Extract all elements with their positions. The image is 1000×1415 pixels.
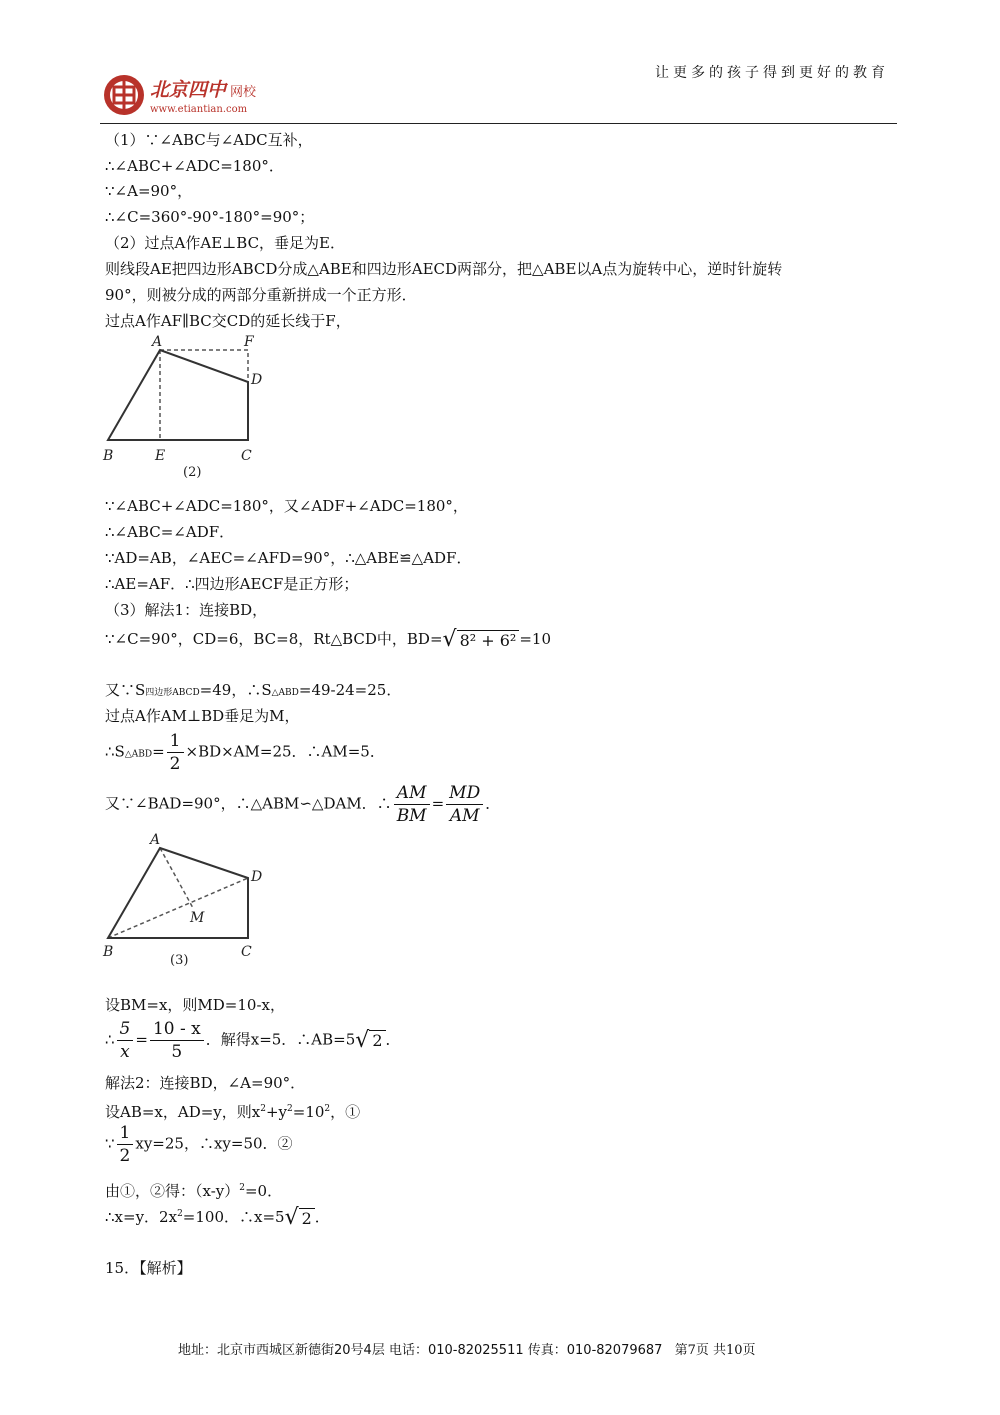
header-slogan: 让更多的孩子得到更好的教育 bbox=[655, 65, 889, 81]
figure-3 bbox=[98, 828, 278, 977]
footer bbox=[178, 1339, 756, 1358]
text-line: ∵AD=AB，∠AEC=∠AFD=90°，∴△ABE≌△ADF． bbox=[105, 549, 472, 567]
fraction: $\frac{5}{x}$ bbox=[117, 1018, 134, 1063]
fig2-label-d: D bbox=[251, 372, 263, 388]
text-line: 由①，②得：$(x-y)^2=0$． bbox=[105, 1182, 283, 1200]
fig3-label-a: A bbox=[150, 832, 161, 848]
text-line: 过点A作AF∥BC交CD的延长线于F， bbox=[105, 312, 351, 330]
text-line: ∴∠ABC+∠ADC=180°． bbox=[105, 157, 284, 175]
text-line: ∴∠C=360°-90°-180°=90°； bbox=[105, 208, 315, 226]
fig2-label-a: A bbox=[152, 334, 163, 350]
fraction: $\frac{AM}{BM}$ bbox=[394, 782, 430, 827]
header-divider bbox=[100, 123, 897, 124]
fraction: $\frac{10 - x}{5}$ bbox=[150, 1018, 204, 1063]
text-line: ∵∠C=90°，CD=6，BC=8，Rt△BCD中，BD=√ 8² + 6² =10 bbox=[105, 627, 551, 652]
text-line: （2）过点A作AE⊥BC，垂足为E． bbox=[105, 234, 345, 252]
logo bbox=[102, 72, 302, 118]
fig2-label-b: B bbox=[103, 448, 114, 464]
section-heading: 15．【解析】 bbox=[105, 1259, 192, 1277]
text-line: （3）解法1：连接BD， bbox=[105, 601, 268, 619]
figure-2 bbox=[98, 330, 278, 489]
text-line: ∴S△ABD= $\frac{1}{2}$ ×BD×AM=25．∴AM=5． bbox=[105, 731, 385, 774]
fig3-label-d: D bbox=[251, 869, 263, 885]
text-line: 又∵S四边形ABCD=49，∴S△ABD=49-24=25． bbox=[105, 681, 402, 699]
fig3-label-b: B bbox=[103, 944, 114, 960]
logo-title: 北京四中 bbox=[150, 79, 227, 101]
text-line: 设BM=x，则MD=10-x， bbox=[105, 996, 285, 1014]
text-line: ∴AE=AF．∴四边形AECF是正方形； bbox=[105, 575, 359, 593]
text-line: （1）∵∠ABC与∠ADC互补， bbox=[105, 131, 313, 149]
text-line: ∴ $\frac{5}{x}$ = $\frac{10 - x}{5}$ ．解得x=5．∴AB=5√ 2 ． bbox=[105, 1019, 401, 1062]
fig3-label-c: C bbox=[241, 944, 252, 960]
text-line: 过点A作AM⊥BD垂足为M， bbox=[105, 707, 300, 725]
text-line: 又∵∠BAD=90°，∴△ABM∽△DAM．∴ $\frac{AM}{BM}$ = $\frac{MD}{AM}$ ． bbox=[105, 783, 501, 826]
text-line: ∵ $\frac{1}{2}$ xy=25，∴xy=50．② bbox=[105, 1123, 293, 1166]
sqrt-expression: √ 2 bbox=[355, 1029, 385, 1053]
text-line: 则线段AE把四边形ABCD分成△ABE和四边形AECD两部分，把△ABE以A点为旋转中心，逆时针旋转 bbox=[105, 260, 783, 278]
logo-url: www.etiantian.com bbox=[150, 104, 248, 115]
page-number: 第7页 共10页 bbox=[674, 1343, 756, 1358]
fraction: $\frac{1}{2}$ bbox=[167, 730, 184, 775]
text-line: ∵∠ABC+∠ADC=180°，又∠ADF+∠ADC=180°， bbox=[105, 497, 468, 515]
fig2-label-f: F bbox=[244, 334, 254, 350]
text-line: 解法2：连接BD，∠A=90°． bbox=[105, 1074, 306, 1092]
sqrt-expression: √ 8² + 6² bbox=[443, 628, 520, 652]
footer-address: 地址：北京市西城区新德街20号4层 电话：010-82025511 传真：010-82079687 bbox=[178, 1343, 663, 1358]
fig2-label-c: C bbox=[241, 448, 252, 464]
text-line: ∵∠A=90°， bbox=[105, 182, 193, 200]
fig3-caption: (3) bbox=[170, 953, 189, 968]
text-line: 设AB=x，AD=y，则$x^2+y^2=10^2$，① bbox=[105, 1103, 361, 1121]
fig3-label-m: M bbox=[190, 910, 205, 926]
text-line: ∴x=y．$2x^2=100$．∴x=5√ 2 ． bbox=[105, 1205, 330, 1230]
sqrt-expression: √ 2 bbox=[285, 1206, 315, 1230]
text-line: 90°，则被分成的两部分重新拼成一个正方形． bbox=[105, 286, 417, 304]
fraction: $\frac{MD}{AM}$ bbox=[446, 782, 483, 827]
fig2-label-e: E bbox=[155, 448, 166, 464]
logo-subtitle: 网校 bbox=[230, 85, 257, 100]
text-line: ∴∠ABC=∠ADF． bbox=[105, 523, 235, 541]
fraction: $\frac{1}{2}$ bbox=[117, 1122, 134, 1167]
fig2-caption: (2) bbox=[183, 465, 202, 480]
